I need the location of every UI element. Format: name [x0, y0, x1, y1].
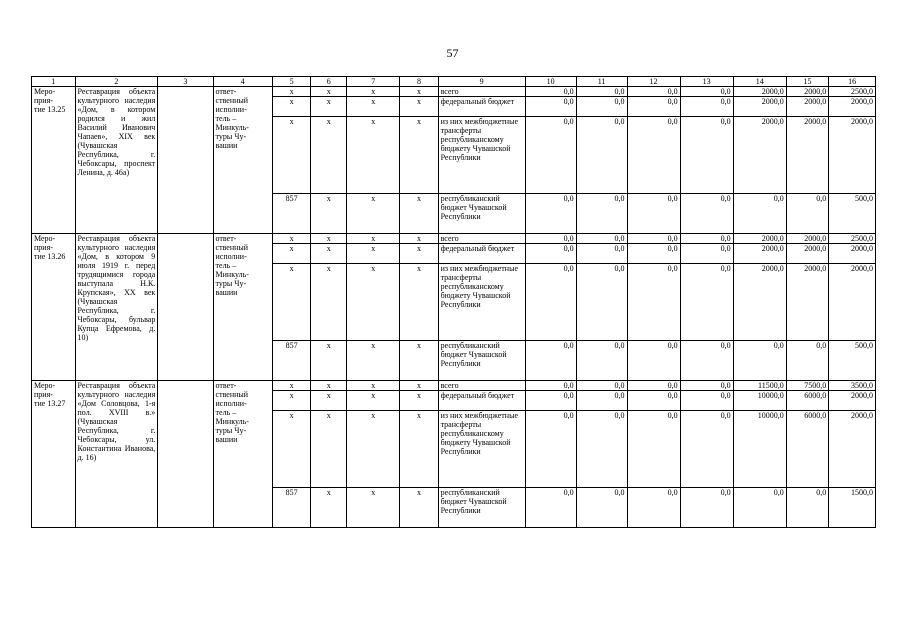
activity-description-cell: Реставрация объекта культурного наследия «Дом, в котором родился и жил Василий Иванович Чапаев», XIX век (Чувашская Республика, г. Чебоксары, проспект Ленина, д. 46а)	[75, 87, 158, 234]
funding-source-cell: республиканский бюджет Чувашской Республики	[438, 488, 525, 528]
value-cell: 0,0	[627, 411, 680, 488]
value-cell: 0,0	[733, 194, 786, 234]
value-cell: 6000,0	[786, 391, 828, 411]
code-cell: х	[272, 87, 310, 97]
column-number: 11	[576, 77, 627, 87]
value-cell: 0,0	[576, 411, 627, 488]
column-number: 9	[438, 77, 525, 87]
value-cell: 0,0	[525, 381, 576, 391]
code-cell: х	[311, 488, 347, 528]
value-cell: 2500,0	[829, 87, 876, 97]
code-cell: х	[311, 244, 347, 264]
value-cell: 0,0	[680, 264, 733, 341]
value-cell: 2000,0	[829, 117, 876, 194]
code-cell: х	[272, 264, 310, 341]
value-cell: 2000,0	[786, 87, 828, 97]
value-cell: 0,0	[525, 87, 576, 97]
empty-cell	[158, 234, 213, 381]
value-cell: 2000,0	[733, 117, 786, 194]
table-row	[32, 381, 876, 391]
code-cell: 857	[272, 194, 310, 234]
column-number: 14	[733, 77, 786, 87]
value-cell: 0,0	[525, 244, 576, 264]
value-cell: 500,0	[829, 194, 876, 234]
value-cell: 2000,0	[786, 117, 828, 194]
value-cell: 0,0	[576, 194, 627, 234]
executor-cell: ответ- ственный исполни- тель – Минкуль- туры Чу- вашии	[213, 234, 272, 381]
value-cell: 10000,0	[733, 411, 786, 488]
value-cell: 2000,0	[829, 391, 876, 411]
code-cell: х	[400, 97, 438, 117]
code-cell: х	[400, 341, 438, 381]
code-cell: х	[272, 117, 310, 194]
value-cell: 0,0	[627, 194, 680, 234]
value-cell: 0,0	[627, 488, 680, 528]
value-cell: 0,0	[576, 234, 627, 244]
code-cell: х	[347, 411, 400, 488]
code-cell: х	[400, 264, 438, 341]
value-cell: 0,0	[680, 117, 733, 194]
value-cell: 6000,0	[786, 411, 828, 488]
code-cell: х	[311, 87, 347, 97]
funding-source-cell: из них межбюджетные трансферты республиканскому бюджету Чувашской Республики	[438, 264, 525, 341]
code-cell: х	[311, 117, 347, 194]
code-cell: х	[272, 234, 310, 244]
column-number: 2	[75, 77, 158, 87]
value-cell: 0,0	[786, 488, 828, 528]
value-cell: 0,0	[525, 264, 576, 341]
code-cell: х	[347, 264, 400, 341]
code-cell: х	[400, 117, 438, 194]
empty-cell	[158, 381, 213, 528]
value-cell: 0,0	[627, 234, 680, 244]
value-cell: 3500,0	[829, 381, 876, 391]
value-cell: 0,0	[525, 234, 576, 244]
value-cell: 1500,0	[829, 488, 876, 528]
activity-description-cell: Реставрация объекта культурного наследия «Дом Соловцова, 1-я пол. XVIII в.» (Чувашская Республика, г. Чебоксары, ул. Константина Иванова, д. 16)	[75, 381, 158, 528]
code-cell: х	[272, 411, 310, 488]
code-cell: х	[347, 381, 400, 391]
code-cell: х	[347, 244, 400, 264]
column-number: 16	[829, 77, 876, 87]
value-cell: 0,0	[680, 381, 733, 391]
column-number: 6	[311, 77, 347, 87]
code-cell: х	[400, 234, 438, 244]
table-row	[32, 87, 876, 97]
value-cell: 0,0	[576, 244, 627, 264]
value-cell: 0,0	[576, 391, 627, 411]
code-cell: х	[311, 264, 347, 341]
value-cell: 0,0	[525, 117, 576, 194]
value-cell: 0,0	[627, 244, 680, 264]
code-cell: х	[400, 244, 438, 264]
code-cell: х	[347, 117, 400, 194]
page-number: 57	[446, 46, 459, 60]
code-cell: х	[400, 194, 438, 234]
column-number: 5	[272, 77, 310, 87]
value-cell: 2000,0	[733, 264, 786, 341]
funding-source-cell: федеральный бюджет	[438, 97, 525, 117]
value-cell: 0,0	[627, 381, 680, 391]
code-cell: х	[347, 194, 400, 234]
code-cell: х	[311, 391, 347, 411]
table-row	[32, 234, 876, 244]
column-number: 12	[627, 77, 680, 87]
value-cell: 10000,0	[733, 391, 786, 411]
value-cell: 2000,0	[786, 244, 828, 264]
column-number: 3	[158, 77, 213, 87]
activity-number-cell: Меро- прия- тие 13.26	[32, 234, 76, 381]
value-cell: 500,0	[829, 341, 876, 381]
value-cell: 0,0	[525, 194, 576, 234]
value-cell: 0,0	[733, 341, 786, 381]
funding-source-cell: республиканский бюджет Чувашской Республики	[438, 194, 525, 234]
value-cell: 0,0	[576, 341, 627, 381]
funding-source-cell: из них межбюджетные трансферты республиканскому бюджету Чувашской Республики	[438, 411, 525, 488]
funding-source-cell: всего	[438, 234, 525, 244]
code-cell: х	[311, 97, 347, 117]
value-cell: 2000,0	[786, 97, 828, 117]
value-cell: 2000,0	[786, 234, 828, 244]
activity-number-cell: Меро- прия- тие 13.25	[32, 87, 76, 234]
value-cell: 0,0	[576, 264, 627, 341]
value-cell: 2000,0	[733, 87, 786, 97]
value-cell: 0,0	[525, 341, 576, 381]
column-number: 8	[400, 77, 438, 87]
value-cell: 2000,0	[829, 97, 876, 117]
code-cell: х	[400, 411, 438, 488]
value-cell: 0,0	[576, 87, 627, 97]
code-cell: х	[400, 87, 438, 97]
funding-source-cell: федеральный бюджет	[438, 244, 525, 264]
value-cell: 0,0	[627, 97, 680, 117]
code-cell: х	[311, 234, 347, 244]
code-cell: х	[400, 381, 438, 391]
budget-table	[31, 76, 876, 528]
value-cell: 0,0	[525, 391, 576, 411]
funding-source-cell: республиканский бюджет Чувашской Республики	[438, 341, 525, 381]
code-cell: 857	[272, 341, 310, 381]
code-cell: х	[272, 381, 310, 391]
code-cell: х	[400, 488, 438, 528]
column-number: 13	[680, 77, 733, 87]
value-cell: 0,0	[786, 194, 828, 234]
code-cell: х	[272, 391, 310, 411]
value-cell: 0,0	[525, 411, 576, 488]
column-number: 1	[32, 77, 76, 87]
code-cell: х	[311, 381, 347, 391]
funding-source-cell: всего	[438, 87, 525, 97]
funding-source-cell: из них межбюджетные трансферты республиканскому бюджету Чувашской Республики	[438, 117, 525, 194]
value-cell: 0,0	[525, 97, 576, 117]
value-cell: 0,0	[576, 381, 627, 391]
value-cell: 0,0	[680, 87, 733, 97]
value-cell: 0,0	[786, 341, 828, 381]
value-cell: 0,0	[680, 244, 733, 264]
value-cell: 0,0	[680, 234, 733, 244]
column-number: 4	[213, 77, 272, 87]
code-cell: х	[347, 87, 400, 97]
code-cell: х	[347, 97, 400, 117]
value-cell: 0,0	[680, 411, 733, 488]
value-cell: 7500,0	[786, 381, 828, 391]
value-cell: 2000,0	[829, 411, 876, 488]
table-body	[32, 77, 876, 528]
empty-cell	[158, 87, 213, 234]
value-cell: 0,0	[576, 97, 627, 117]
code-cell: х	[311, 411, 347, 488]
code-cell: х	[400, 391, 438, 411]
value-cell: 0,0	[627, 264, 680, 341]
funding-source-cell: федеральный бюджет	[438, 391, 525, 411]
activity-number-cell: Меро- прия- тие 13.27	[32, 381, 76, 528]
value-cell: 0,0	[733, 488, 786, 528]
value-cell: 0,0	[627, 391, 680, 411]
value-cell: 0,0	[680, 488, 733, 528]
activity-description-cell: Реставрация объекта культурного наследия «Дом, в котором 9 июля 1919 г. перед трудящимися города выступала Н.К. Крупская», XX век (Чувашская Республика, г. Чебоксары, бульвар Купца Ефремова, д. 10)	[75, 234, 158, 381]
value-cell: 2500,0	[829, 234, 876, 244]
executor-cell: ответ- ственный исполни- тель – Минкуль- туры Чу- вашии	[213, 381, 272, 528]
value-cell: 0,0	[525, 488, 576, 528]
value-cell: 0,0	[627, 341, 680, 381]
value-cell: 2000,0	[786, 264, 828, 341]
value-cell: 11500,0	[733, 381, 786, 391]
executor-cell: ответ- ственный исполни- тель – Минкуль- туры Чу- вашии	[213, 87, 272, 234]
code-cell: х	[311, 341, 347, 381]
value-cell: 0,0	[680, 97, 733, 117]
code-cell: х	[347, 234, 400, 244]
code-cell: х	[272, 244, 310, 264]
value-cell: 0,0	[680, 194, 733, 234]
value-cell: 2000,0	[829, 244, 876, 264]
value-cell: 2000,0	[733, 244, 786, 264]
value-cell: 0,0	[680, 341, 733, 381]
value-cell: 2000,0	[733, 97, 786, 117]
column-number: 10	[525, 77, 576, 87]
value-cell: 2000,0	[733, 234, 786, 244]
code-cell: 857	[272, 488, 310, 528]
value-cell: 0,0	[680, 391, 733, 411]
value-cell: 0,0	[576, 488, 627, 528]
value-cell: 0,0	[627, 87, 680, 97]
value-cell: 0,0	[576, 117, 627, 194]
code-cell: х	[311, 194, 347, 234]
column-number: 15	[786, 77, 828, 87]
value-cell: 0,0	[627, 117, 680, 194]
code-cell: х	[272, 97, 310, 117]
value-cell: 2000,0	[829, 264, 876, 341]
column-number: 7	[347, 77, 400, 87]
code-cell: х	[347, 488, 400, 528]
funding-source-cell: всего	[438, 381, 525, 391]
header-row	[32, 77, 876, 87]
code-cell: х	[347, 391, 400, 411]
code-cell: х	[347, 341, 400, 381]
